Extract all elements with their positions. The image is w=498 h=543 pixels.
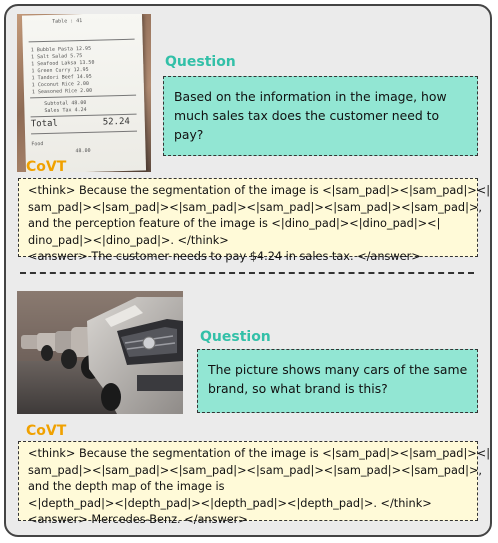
question-line: much sales tax does the customer need to pay? <box>174 108 440 142</box>
receipt-item: 1 Coconut Rice 2.00 <box>31 80 90 89</box>
answer-line: and the perception feature of the image is <|dino_pad|><|dino_pad|><| <box>28 217 441 230</box>
covt-label: CoVT <box>26 159 67 175</box>
question-label: Question <box>165 54 236 70</box>
covt-label: CoVT <box>26 423 67 439</box>
receipt-tax: Sales Tax 4.24 <box>44 106 87 115</box>
answer-line: sam_pad|><|sam_pad|><|sam_pad|><|sam_pad|><|sam_pad|><|sam_pad|>, <box>28 463 482 477</box>
answer-line: <think> Because the segmentation of the image is <|sam_pad|><|sam_pad|><| <box>28 447 491 460</box>
receipt-footer-label: Food <box>31 141 44 148</box>
receipt-rule <box>31 131 137 135</box>
section-divider <box>20 272 474 274</box>
question-line: brand, so what brand is this? <box>208 381 388 396</box>
receipt-photo <box>17 14 151 172</box>
question-line: Based on the information in the image, how <box>174 89 447 104</box>
answer-line: <|depth_pad|><|depth_pad|><|depth_pad|><|depth_pad|>. </think> <box>28 496 432 510</box>
receipt-item: 1 Seafood Laksa 13.50 <box>31 59 95 68</box>
question-line: The picture shows many cars of the same <box>208 362 468 377</box>
answer-box <box>18 178 491 263</box>
question-box <box>197 349 478 413</box>
receipt-footer-value: 48.00 <box>75 147 91 155</box>
receipt-subtotal: Subtotal 48.00 <box>44 99 87 108</box>
cars-illustration <box>17 291 183 414</box>
answer-line: <answer> Mercedes-Benz. </answer> <box>28 513 248 526</box>
receipt-rule <box>29 39 135 43</box>
receipt-header: Table : 41 <box>52 18 83 25</box>
answer-line: sam_pad|><|sam_pad|><|sam_pad|><|sam_pad|><|sam_pad|><|sam_pad|>, <box>28 200 482 214</box>
answer-box <box>18 441 491 526</box>
answer-line: dino_pad|><|dino_pad|>. </think> <box>28 233 229 247</box>
answer-line: and the depth map of the image is <box>28 480 225 493</box>
receipt-total-label: Total <box>30 118 59 130</box>
receipt-item: 1 Green Curry 12.95 <box>31 66 89 75</box>
answer-line: <answer> The customer needs to pay $4.24 in sales tax. </answer> <box>28 250 421 263</box>
receipt-item: 1 Seasoned Rice 2.00 <box>31 87 93 96</box>
answer-line: <think> Because the segmentation of the image is <|sam_pad|><|sam_pad|><| <box>28 184 491 197</box>
receipt-item: 1 Tandori Beef 14.95 <box>31 73 92 82</box>
receipt-item: 1 Bubble Pasta 12.95 <box>30 45 92 54</box>
cars-photo <box>17 291 183 414</box>
receipt-paper <box>22 14 146 172</box>
receipt-rule <box>30 95 136 99</box>
question-label: Question <box>200 329 271 345</box>
receipt-item: 1 Salt Salad 5.75 <box>30 53 83 61</box>
receipt-total-value: 52.24 <box>102 116 130 128</box>
question-box <box>163 76 478 156</box>
